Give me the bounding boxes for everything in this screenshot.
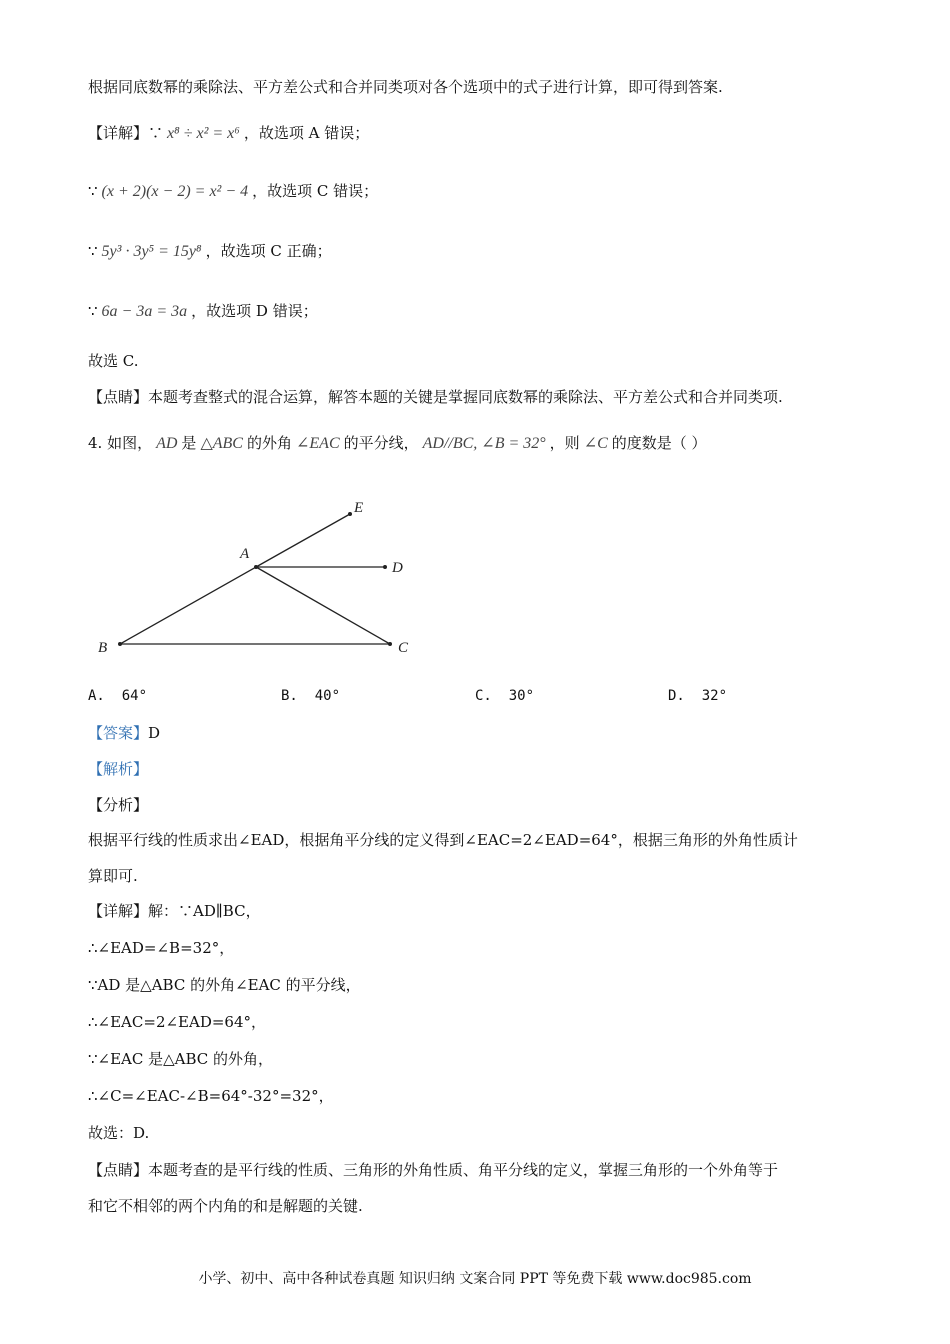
math-expression: 5y³ · 3y⁵ = 15y⁸ [101,243,202,260]
option-value: 30° [508,688,535,704]
point-a [254,565,258,569]
detail-line [88,240,332,263]
text: 是 [181,434,197,452]
text: ，则 [549,434,580,452]
analysis-tag: 【解析】 [88,760,149,778]
detail-step: ∵∠EAC 是△ABC 的外角， [88,1050,274,1068]
math-expression: ∠EAC [295,435,340,452]
text: 的外角 [246,434,292,452]
detail-step: ∴∠C=∠EAC-∠B=64°-32°=32°， [88,1087,334,1105]
fenxi-tag: 【分析】 [88,796,149,814]
detail-line [88,122,369,145]
detail-line [88,180,378,203]
fenxi-text: 算即可. [88,867,138,885]
segment-ac [256,567,390,644]
math-expression: x⁸ ÷ x² = x⁶ [167,125,240,142]
geometry-figure [88,490,428,670]
fenxi-text: 根据平行线的性质求出∠EAD，根据角平分线的定义得到∠EAC=2∠EAD=64°，根据三角形的外角性质计 [88,831,798,849]
detail-step: ∴∠EAD=∠B=32°， [88,939,235,957]
math-expression: 6a − 3a = 3a [101,303,188,320]
segment-ba [120,567,256,644]
because-symbol: ∵ [88,242,98,260]
option-b [281,688,340,704]
detail-line [88,300,318,323]
dianjing-text: 【点睛】本题考查的是平行线的性质、三角形的外角性质、角平分线的定义，掌握三角形的一个外角等于 [88,1161,779,1179]
detail-tag: 【详解】∵ [88,124,164,142]
math-expression: ∠C [583,435,608,452]
text: 的平分线， [343,434,419,452]
text: ，故选项 D 错误； [191,302,318,320]
text: 的度数是（ ） [611,434,707,452]
label-b: B [98,640,108,656]
math-expression: (x + 2)(x − 2) = x² − 4 [101,183,249,200]
because-symbol: ∵ [88,302,98,320]
ray-ae [256,514,350,567]
option-letter: A. [88,688,105,704]
page-footer: 小学、初中、高中各种试卷真题 知识归纳 文案合同 PPT 等免费下载 www.doc985.com [198,1271,752,1287]
text: ，故选项 A 错误； [243,124,370,142]
label-a: A [240,546,250,562]
text: ，故选项 C 正确； [205,242,332,260]
because-symbol: ∵ [88,182,98,200]
option-letter: D. [668,688,685,704]
option-value: 40° [314,688,341,704]
point-c [388,642,392,646]
math-expression: AD//BC, ∠B = 32° [422,435,546,452]
option-c [475,688,534,704]
answer-line [88,722,160,744]
option-value: 32° [701,688,728,704]
text-line: 根据同底数幂的乘除法、平方差公式和合并同类项对各个选项中的式子进行计算，即可得到答案. [88,78,723,96]
option-value: 64° [121,688,148,704]
question-4 [88,432,707,455]
question-number: 4. 如图， [88,434,153,452]
detail-step: 故选：D. [88,1124,150,1142]
dianjing-text: 和它不相邻的两个内角的和是解题的关键. [88,1197,363,1215]
math-expression: AD [156,435,178,452]
math-expression: △ABC [200,435,243,452]
answer-tag: 【答案】 [88,724,149,742]
option-d [668,688,727,704]
label-c: C [398,640,409,656]
text: ，故选项 C 错误； [252,182,379,200]
detail-step: ∵AD 是△ABC 的外角∠EAC 的平分线， [88,976,361,994]
answer-value: D [148,724,161,742]
text-line: 故选 C. [88,352,139,370]
label-e: E [354,500,364,516]
dianjing-line: 【点睛】本题考查整式的混合运算，解答本题的关键是掌握同底数幂的乘除法、平方差公式和合并同类项. [88,388,783,406]
option-a [88,688,147,704]
point-b [118,642,122,646]
option-letter: C. [475,688,492,704]
point-e [348,512,352,516]
option-letter: B. [281,688,298,704]
label-d: D [392,560,403,576]
detail-step: ∴∠EAC=2∠EAD=64°， [88,1013,267,1031]
point-d [383,565,387,569]
detail-step: 【详解】解：∵AD∥BC， [88,902,261,920]
